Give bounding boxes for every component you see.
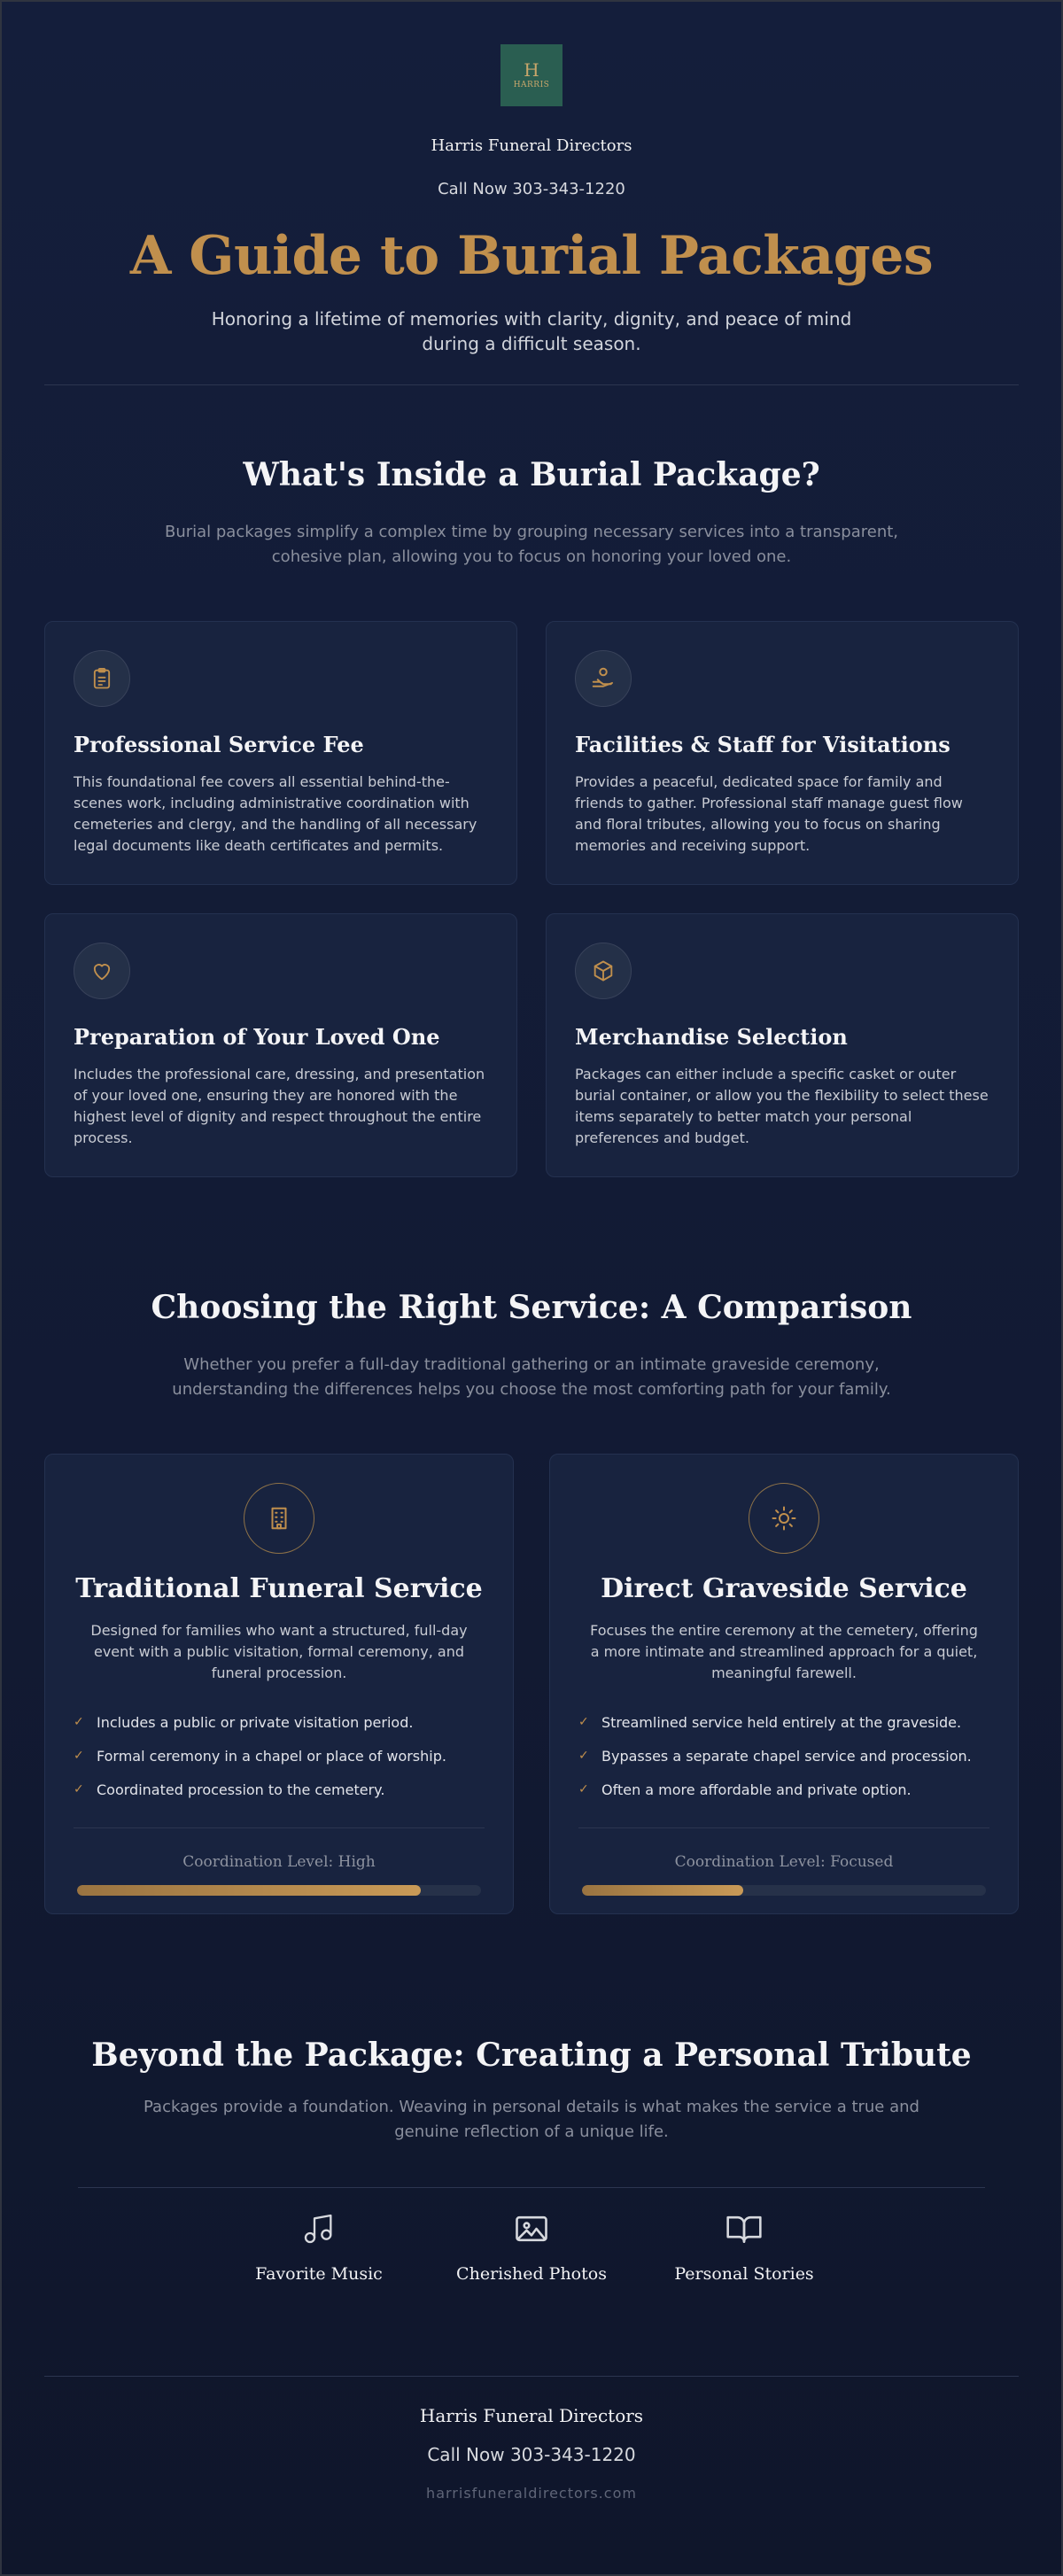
divider — [578, 1827, 989, 1828]
hero-subtitle: Honoring a lifetime of memories with clarity, dignity, and peace of mind during a difficult season. — [211, 308, 852, 354]
check-icon: ✓ — [578, 1715, 589, 1729]
sun-icon — [749, 1483, 819, 1554]
card-professional-service-fee — [44, 621, 517, 885]
tribute-cherished-photos — [425, 2209, 638, 2284]
coordination-level-fill — [582, 1885, 743, 1896]
list-item: ✓ Formal ceremony in a chapel or place of worship. — [74, 1747, 446, 1765]
music-note-icon — [301, 2209, 337, 2248]
coordination-level-label: Coordination Level: Focused — [674, 1853, 894, 1871]
box-icon — [575, 943, 632, 999]
option-text: Focuses the entire ceremony at the cemetery, offering a more intimate and streamlined approach for a quiet, meaningful farewell. — [590, 1622, 978, 1681]
option-title: Traditional Funeral Service — [75, 1573, 483, 1604]
card-title: Merchandise Selection — [575, 1024, 848, 1050]
card-text: This foundational fee covers all essential behind-the-scenes work, including administrative coordination with cemeteries and clergy, and the handling of all necessary legal documents like death certificates and permits. — [74, 773, 477, 854]
option-points — [578, 1705, 989, 1806]
comparison-cards — [44, 1454, 1019, 1914]
card-merchandise — [546, 913, 1019, 1177]
coordination-level-bar — [77, 1885, 481, 1896]
check-icon: ✓ — [74, 1749, 84, 1763]
divider — [44, 2376, 1019, 2377]
card-graveside-service — [549, 1454, 1019, 1914]
call-now-link[interactable]: Call Now 303-343-1220 — [438, 180, 625, 198]
divider — [74, 1827, 485, 1828]
list-item: ✓ Often a more affordable and private option. — [578, 1781, 912, 1798]
list-item: ✓ Streamlined service held entirely at the graveside. — [578, 1713, 962, 1731]
option-points — [74, 1705, 485, 1806]
coordination-level-bar — [582, 1885, 986, 1896]
brand-name: Harris Funeral Directors — [431, 136, 632, 155]
inside-package-section — [2, 456, 1061, 1177]
option-text: Designed for families who want a structured, full-day event with a public visitation, formal ceremony, and funeral procession. — [90, 1622, 468, 1681]
harris-logo[interactable]: H HARRIS — [500, 44, 563, 106]
section-intro: Burial packages simplify a complex time by grouping necessary services into a transparent, cohesive plan, allowing you to focus on honoring your loved one. — [164, 523, 899, 566]
section-title: Choosing the Right Service: A Comparison — [151, 1289, 912, 1326]
list-item: ✓ Includes a public or private visitation period. — [74, 1713, 414, 1731]
footer-call-now-link[interactable]: Call Now 303-343-1220 — [427, 2444, 636, 2465]
card-facilities-staff — [546, 621, 1019, 885]
tribute-label: Personal Stories — [674, 2264, 814, 2284]
tribute-personal-stories — [638, 2209, 850, 2284]
photo-icon — [512, 2209, 551, 2248]
card-text: Provides a peaceful, dedicated space for family and friends to gather. Professional staff manage guest flow and floral tributes, allowing you to focus on sharing memories and receiving support. — [575, 773, 963, 854]
package-cards — [44, 621, 1019, 1177]
page-title: A Guide to Burial Packages — [129, 225, 934, 287]
card-text: Includes the professional care, dressing, and presentation of your loved one, ensuring they are honored with the highest level of dignity and respect throughout the entire process. — [74, 1066, 485, 1146]
option-title: Direct Graveside Service — [601, 1573, 967, 1604]
tribute-label: Cherished Photos — [456, 2264, 607, 2284]
site-footer — [2, 2376, 1061, 2502]
card-traditional-service — [44, 1454, 514, 1914]
staff-hands-icon — [575, 650, 632, 707]
clipboard-icon — [74, 650, 130, 707]
card-title: Professional Service Fee — [74, 732, 364, 757]
section-title: What's Inside a Burial Package? — [243, 456, 820, 493]
site-header — [2, 44, 1061, 385]
coordination-level-label: Coordination Level: High — [182, 1853, 376, 1871]
section-intro: Whether you prefer a full-day traditional gathering or an intimate graveside ceremony, understanding the differences helps you choose the most comforting path for your family. — [172, 1355, 891, 1399]
building-icon — [244, 1483, 314, 1554]
section-title: Beyond the Package: Creating a Personal Tribute — [91, 2037, 972, 2074]
footer-brand-name: Harris Funeral Directors — [419, 2405, 644, 2426]
card-title: Preparation of Your Loved One — [74, 1024, 440, 1050]
coordination-level-fill — [77, 1885, 421, 1896]
card-text: Packages can either include a specific casket or outer burial container, or allow you the flexibility to select these items separately to better match your personal preferences and budget. — [575, 1066, 989, 1146]
footer-website-link[interactable]: harrisfuneraldirectors.com — [426, 2485, 637, 2502]
open-book-icon — [724, 2209, 764, 2248]
section-intro: Packages provide a foundation. Weaving in personal details is what makes the service a true and genuine reflection of a unique life. — [144, 2098, 919, 2141]
card-preparation — [44, 913, 517, 1177]
tribute-favorite-music — [213, 2209, 425, 2284]
divider — [78, 2187, 985, 2188]
tribute-label: Favorite Music — [255, 2264, 383, 2284]
comparison-section — [2, 1289, 1061, 1914]
divider — [44, 384, 1019, 385]
check-icon: ✓ — [74, 1782, 84, 1796]
card-title: Facilities & Staff for Visitations — [575, 732, 950, 757]
check-icon: ✓ — [578, 1749, 589, 1763]
list-item: ✓ Coordinated procession to the cemetery. — [74, 1781, 385, 1798]
personal-tribute-section — [2, 2037, 1061, 2284]
tribute-items — [2, 2209, 1061, 2284]
check-icon: ✓ — [74, 1715, 84, 1729]
check-icon: ✓ — [578, 1782, 589, 1796]
heart-icon — [74, 943, 130, 999]
list-item: ✓ Bypasses a separate chapel service and procession. — [578, 1747, 972, 1765]
